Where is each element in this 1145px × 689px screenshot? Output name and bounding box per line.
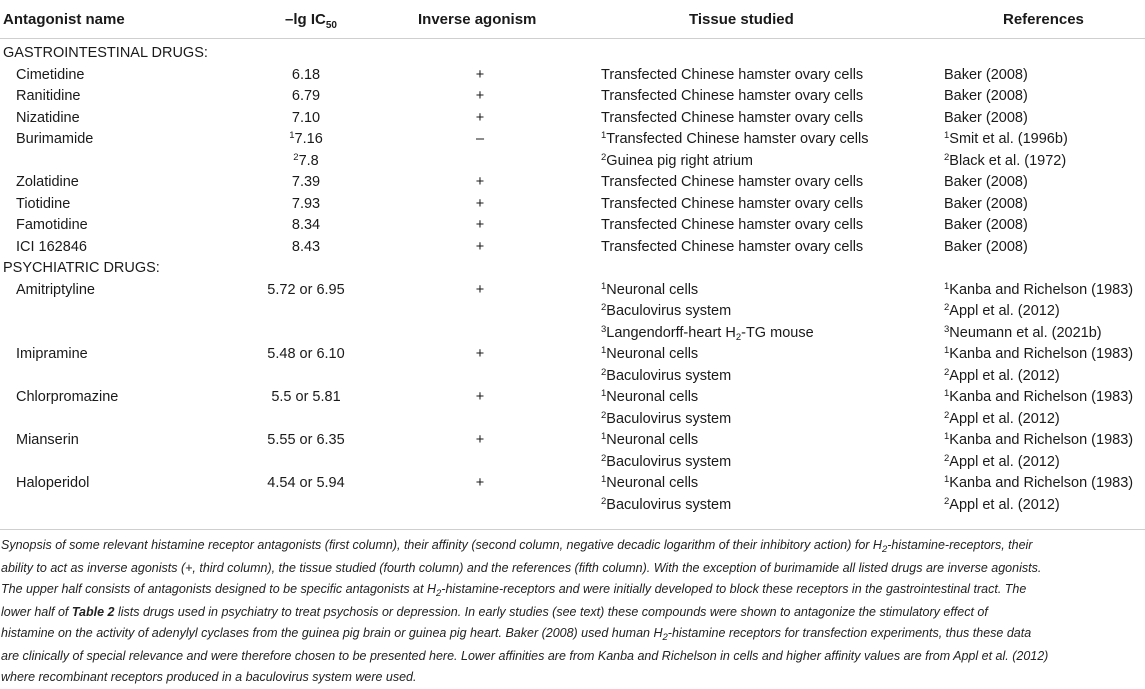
tissue-studied xyxy=(601,131,868,147)
superscript-marker: 2 xyxy=(944,366,950,378)
antagonist-name: Famotidine xyxy=(16,217,88,233)
superscript-marker: 2 xyxy=(601,495,607,507)
reference xyxy=(944,67,1028,83)
tissue-studied-text: Neuronal cells xyxy=(606,432,699,448)
superscript-marker: 2 xyxy=(601,409,607,421)
reference-text: Kanba and Richelson (1983) xyxy=(949,281,1134,298)
tissue-studied-text: Baculovirus system xyxy=(606,367,732,384)
section-heading-row xyxy=(0,43,1145,65)
reference-text: Baker (2008) xyxy=(944,88,1028,104)
reference xyxy=(944,325,1102,341)
inverse-agonism-value: + xyxy=(475,88,485,104)
reference-text: Kanba and Richelson (1983) xyxy=(949,346,1134,362)
tissue-studied-text: Transfected Chinese hamster ovary cells xyxy=(601,66,864,83)
antagonist-name: ICI 162846 xyxy=(16,238,87,255)
header-references: References xyxy=(1003,11,1084,28)
ic50-value xyxy=(250,239,362,255)
reference-text: Appl et al. (2012) xyxy=(949,496,1060,513)
reference xyxy=(944,475,1133,491)
ic50-value-text: 7.8 xyxy=(298,152,319,169)
footnote-line xyxy=(1,646,1141,668)
superscript-marker: 1 xyxy=(601,388,607,399)
superscript-marker: 1 xyxy=(289,130,295,141)
ic50-value-text: 5.5 or 5.81 xyxy=(271,389,341,405)
footnote-line xyxy=(1,602,1141,624)
table-row xyxy=(0,387,1145,409)
table-row xyxy=(0,430,1145,452)
tissue-studied-text: Neuronal cells xyxy=(606,475,699,491)
inverse-agonism-value: + xyxy=(475,281,485,298)
superscript-marker: 3 xyxy=(944,323,950,335)
tissue-studied xyxy=(601,389,698,405)
antagonist-name: Ranitidine xyxy=(16,88,81,104)
superscript-marker: 2 xyxy=(601,302,607,313)
antagonist-name: Imipramine xyxy=(16,346,88,362)
reference-text: Black et al. (1972) xyxy=(949,152,1067,169)
tissue-studied xyxy=(601,110,863,126)
reference xyxy=(944,346,1133,362)
tissue-studied xyxy=(601,368,731,384)
inverse-agonism-value: – xyxy=(475,131,485,147)
ic50-value-text: 4.54 or 5.94 xyxy=(267,475,345,491)
header-inverse-agonism: Inverse agonism xyxy=(418,11,537,28)
tissue-studied xyxy=(601,432,698,448)
table-row xyxy=(0,237,1145,259)
reference xyxy=(944,239,1028,255)
reference-text: Appl et al. (2012) xyxy=(949,453,1060,470)
superscript-marker: 1 xyxy=(944,388,950,399)
reference-text: Kanba and Richelson (1983) xyxy=(949,389,1134,405)
ic50-value-text: 5.72 or 6.95 xyxy=(267,281,345,298)
tissue-studied-text-after: -TG mouse xyxy=(741,324,814,341)
reference-text: Neumann et al. (2021b) xyxy=(949,324,1102,341)
footnote-text: lists drugs used in psychiatry to treat psychosis or depression. In early studies (see text) these compounds were shown to antagonize the stimulatory effect of xyxy=(114,604,988,619)
reference xyxy=(944,196,1028,212)
table-footnote xyxy=(1,535,1141,689)
tissue-studied-text: Baculovirus system xyxy=(606,303,732,319)
reference xyxy=(944,110,1028,126)
footnote-text: -histamine receptors for transfection experiments, thus these data xyxy=(667,626,1032,640)
antagonist-name: Tiotidine xyxy=(16,195,71,212)
reference xyxy=(944,432,1133,448)
reference xyxy=(944,282,1133,298)
reference-text: Appl et al. (2012) xyxy=(949,410,1060,427)
ic50-value-text: 5.48 or 6.10 xyxy=(267,346,345,362)
reference-text: Baker (2008) xyxy=(944,195,1028,212)
ic50-value xyxy=(250,389,362,405)
ic50-value-text: 8.34 xyxy=(291,217,321,233)
header-antagonist-name: Antagonist name xyxy=(3,11,125,28)
tissue-studied xyxy=(601,411,731,427)
ic50-value xyxy=(250,153,362,169)
ic50-value xyxy=(250,88,362,104)
reference-text: Appl et al. (2012) xyxy=(949,303,1060,319)
superscript-marker: 1 xyxy=(601,474,607,485)
footnote-text: Synopsis of some relevant histamine receptor antagonists (first column), their affinity (second column, negative decadic logarithm of their inhibitory action) for H xyxy=(1,538,882,552)
inverse-agonism-value: + xyxy=(475,217,485,233)
footnote-text: ability to act as inverse agonists (+, third column), the tissue studied (fourth column) and the references (fifth column). With the exception of burimamide all listed drugs are inverse agonists. xyxy=(1,560,1042,575)
superscript-marker: 2 xyxy=(601,151,607,163)
reference-text: Baker (2008) xyxy=(944,174,1028,190)
table-row xyxy=(0,301,1145,323)
table-row xyxy=(0,495,1145,517)
footnote-text: lower half of xyxy=(1,604,72,619)
tissue-studied xyxy=(601,497,731,513)
inverse-agonism-value: + xyxy=(475,66,485,83)
superscript-marker: 2 xyxy=(944,452,950,464)
superscript-marker: 1 xyxy=(601,431,607,442)
reference xyxy=(944,303,1060,319)
tissue-studied-text: Transfected Chinese hamster ovary cells xyxy=(601,88,864,104)
superscript-marker: 1 xyxy=(944,280,950,292)
antagonist-name: Amitriptyline xyxy=(16,281,95,298)
reference xyxy=(944,153,1066,169)
footnote-line xyxy=(1,579,1141,602)
superscript-marker: 1 xyxy=(944,474,950,485)
tissue-studied xyxy=(601,303,731,319)
table-row xyxy=(0,344,1145,366)
antagonist-name: Mianserin xyxy=(16,432,79,448)
ic50-value-text: 5.55 or 6.35 xyxy=(267,432,345,448)
reference xyxy=(944,389,1133,405)
tissue-studied-text: Baculovirus system xyxy=(606,453,732,470)
antagonist-name: Burimamide xyxy=(16,131,94,147)
superscript-marker: 2 xyxy=(944,409,950,421)
tissue-studied xyxy=(601,153,753,169)
ic50-value xyxy=(250,432,362,448)
inverse-agonism-value: + xyxy=(475,174,485,190)
superscript-marker: 1 xyxy=(601,130,607,141)
tissue-studied xyxy=(601,196,863,212)
tissue-studied-text: Neuronal cells xyxy=(606,281,699,298)
footnote-text: The upper half consists of antagonists designed to be specific antagonists at H xyxy=(1,582,436,596)
superscript-marker: 2 xyxy=(601,366,607,378)
footnote-text: where recombinant receptors produced in a baculovirus system were used. xyxy=(1,670,417,684)
footnote-text: -histamine-receptors and were initially developed to block these receptors in the gastrointestinal tract. The xyxy=(441,582,1027,596)
table-row xyxy=(0,151,1145,173)
inverse-agonism-value: + xyxy=(475,238,485,255)
section-title: GASTROINTESTINAL DRUGS: xyxy=(3,45,208,61)
reference xyxy=(944,368,1060,384)
tissue-studied xyxy=(601,325,814,341)
inverse-agonism-value: + xyxy=(475,432,485,448)
footnote-text: histamine on the activity of adenylyl cyclases from the guinea pig brain or guinea pig heart. Baker (2008) used human H xyxy=(1,626,663,640)
reference-text: Kanba and Richelson (1983) xyxy=(949,432,1134,448)
inverse-agonism-value: + xyxy=(475,346,485,362)
tissue-studied-text: Baculovirus system xyxy=(606,410,732,427)
tissue-studied-text: Transfected Chinese hamster ovary cells xyxy=(601,238,864,255)
tissue-studied-text: Transfected Chinese hamster ovary cells xyxy=(601,217,864,233)
ic50-value-text: 8.43 xyxy=(291,238,321,255)
table-row xyxy=(0,215,1145,237)
reference-text: Baker (2008) xyxy=(944,109,1028,126)
table-row xyxy=(0,473,1145,495)
tissue-studied xyxy=(601,67,863,83)
footnote-subscript: 2 xyxy=(436,588,442,599)
tissue-studied-text: Neuronal cells xyxy=(606,346,699,362)
inverse-agonism-value: + xyxy=(475,389,485,405)
superscript-marker: 1 xyxy=(601,345,607,356)
reference xyxy=(944,88,1028,104)
inverse-agonism-value: + xyxy=(475,475,485,491)
reference-text: Smit et al. (1996b) xyxy=(949,131,1068,147)
tissue-studied-text: Guinea pig right atrium xyxy=(606,152,753,169)
tissue-studied xyxy=(601,475,698,491)
header-ic50: –lg $IC_{50}$ xyxy=(285,11,337,31)
superscript-marker: 2 xyxy=(944,302,950,313)
ic50-value-text: 7.10 xyxy=(291,109,321,126)
footnote-subscript: 2 xyxy=(662,632,668,643)
footnote-text: -histamine-receptors, their xyxy=(887,538,1033,552)
footnote-line xyxy=(1,535,1141,558)
table-row xyxy=(0,452,1145,474)
ic50-value-text: 6.79 xyxy=(291,88,321,104)
ic50-value xyxy=(250,346,362,362)
table-row xyxy=(0,409,1145,431)
inverse-agonism-value: + xyxy=(475,195,485,212)
table-row xyxy=(0,366,1145,388)
subscript: 2 xyxy=(735,331,742,343)
ic50-value xyxy=(250,217,362,233)
reference xyxy=(944,174,1028,190)
reference xyxy=(944,454,1060,470)
ic50-value xyxy=(250,282,362,298)
antagonist-name: Chlorpromazine xyxy=(16,389,119,405)
reference-text: Appl et al. (2012) xyxy=(949,367,1060,384)
ic50-value xyxy=(250,475,362,491)
table-row xyxy=(0,323,1145,345)
superscript-marker: 3 xyxy=(601,323,607,335)
table-row xyxy=(0,172,1145,194)
table-row xyxy=(0,280,1145,302)
section-heading-row xyxy=(0,258,1145,280)
section-title: PSYCHIATRIC DRUGS: xyxy=(3,260,160,276)
tissue-studied xyxy=(601,88,863,104)
table-bottom-rule xyxy=(0,529,1145,530)
tissue-studied-text: Transfected Chinese hamster ovary cells xyxy=(601,195,864,212)
tissue-studied-text: Transfected Chinese hamster ovary cells xyxy=(601,174,864,190)
footnote-subscript: 2 xyxy=(881,544,888,555)
reference-text: Baker (2008) xyxy=(944,66,1028,83)
tissue-studied-text: Langendorff-heart H xyxy=(606,324,736,341)
footnote-line xyxy=(1,667,1141,689)
reference xyxy=(944,131,1068,147)
table-row xyxy=(0,194,1145,216)
tissue-studied-text: Transfected Chinese hamster ovary cells xyxy=(601,109,864,126)
tissue-studied xyxy=(601,217,863,233)
table-row xyxy=(0,86,1145,108)
reference xyxy=(944,217,1028,233)
ic50-value xyxy=(250,196,362,212)
antagonist-name: Haloperidol xyxy=(16,475,90,491)
ic50-value xyxy=(250,131,362,147)
reference xyxy=(944,411,1060,427)
superscript-marker: 1 xyxy=(944,431,950,442)
tissue-studied xyxy=(601,346,698,362)
superscript-marker: 2 xyxy=(293,151,299,163)
tissue-studied xyxy=(601,239,863,255)
footnote-line xyxy=(1,623,1141,646)
table-header xyxy=(0,0,1145,39)
tissue-studied-text: Baculovirus system xyxy=(606,496,732,513)
reference xyxy=(944,497,1060,513)
antagonist-name: Cimetidine xyxy=(16,66,85,83)
ic50-value xyxy=(250,67,362,83)
ic50-value-text: 7.16 xyxy=(294,131,323,147)
tissue-studied xyxy=(601,174,863,190)
reference-text: Baker (2008) xyxy=(944,217,1028,233)
footnote-table-ref: Table 2 xyxy=(71,604,115,619)
header-tissue-studied: Tissue studied xyxy=(689,11,794,28)
table-row xyxy=(0,129,1145,151)
footnote-text: are clinically of special relevance and were therefore chosen to be presented here. Lower affinities are from Kanba and Richelson in cells and higher affinity values are from Appl et al. (2012) xyxy=(1,648,1049,663)
ic50-value xyxy=(250,110,362,126)
tissue-studied xyxy=(601,454,731,470)
ic50-value-text: 6.18 xyxy=(291,66,321,83)
ic50-value xyxy=(250,174,362,190)
reference-text: Baker (2008) xyxy=(944,238,1028,255)
superscript-marker: 2 xyxy=(944,495,950,507)
antagonist-name: Zolatidine xyxy=(16,174,79,190)
tissue-studied-text: Neuronal cells xyxy=(606,389,699,405)
ic50-value-text: 7.93 xyxy=(291,195,321,212)
footnote-line xyxy=(1,558,1141,580)
table-row xyxy=(0,108,1145,130)
ic50-value-text: 7.39 xyxy=(291,174,321,190)
inverse-agonism-value: + xyxy=(475,109,485,126)
antagonist-name: Nizatidine xyxy=(16,109,80,126)
reference-text: Kanba and Richelson (1983) xyxy=(949,475,1134,491)
superscript-marker: 1 xyxy=(944,130,950,141)
superscript-marker: 1 xyxy=(944,345,950,356)
table-row xyxy=(0,65,1145,87)
tissue-studied-text: Transfected Chinese hamster ovary cells xyxy=(606,131,869,147)
tissue-studied xyxy=(601,282,698,298)
superscript-marker: 1 xyxy=(601,280,607,292)
superscript-marker: 2 xyxy=(944,151,950,163)
superscript-marker: 2 xyxy=(601,452,607,464)
